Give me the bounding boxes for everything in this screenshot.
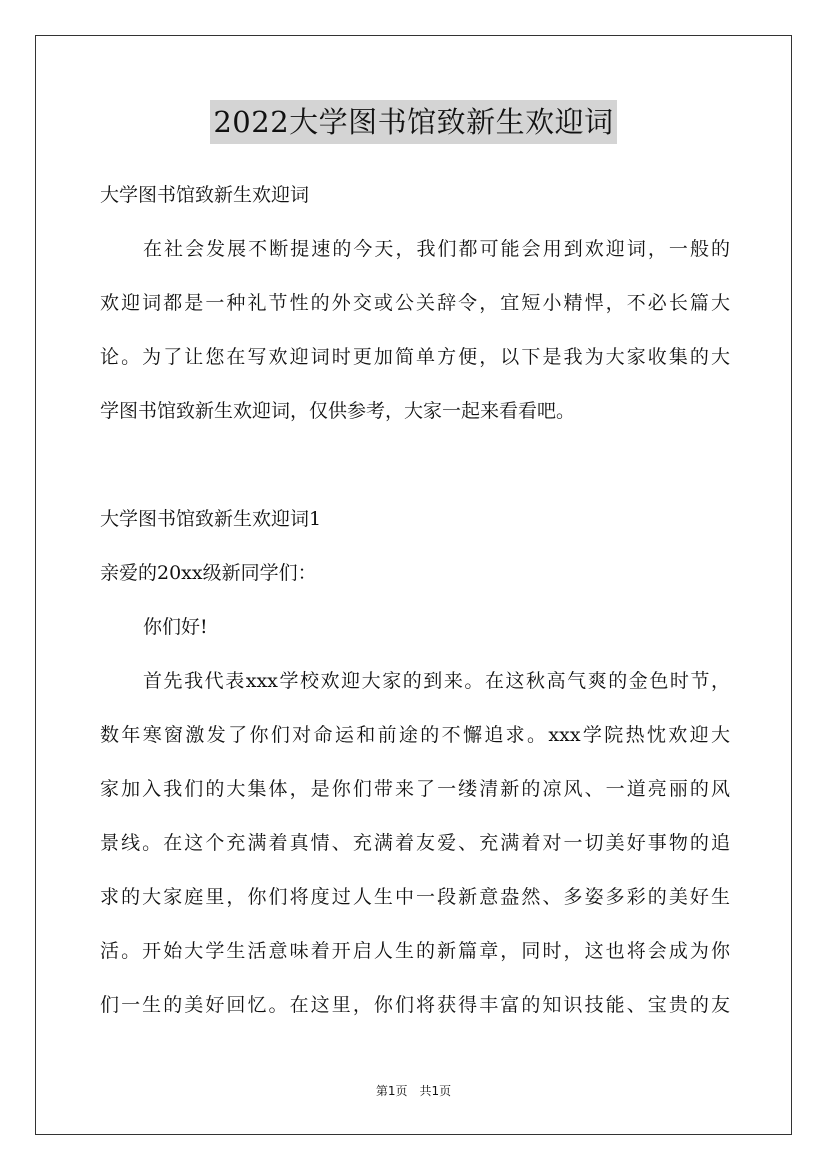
greeting: 你们好! [143,616,208,638]
intro-line-3: 论。为了让您在写欢迎词时更加简单方便，以下是我为大家收集的大 [100,346,730,368]
body-line-2: 数年寒窗激发了你们对命运和前途的不懈追求。xxx学院热忱欢迎大 [100,724,730,746]
document-title: 2022大学图书馆致新生欢迎词 [210,100,616,144]
page-footer: 第1页 共1页 [375,1084,452,1098]
body-line-3: 家加入我们的大集体，是你们带来了一缕清新的凉风、一道亮丽的风 [100,778,730,800]
body-line-5: 求的大家庭里，你们将度过人生中一段新意盎然、多姿多彩的美好生 [100,886,730,908]
body-line-6: 活。开始大学生活意味着开启人生的新篇章，同时，这也将会成为你 [100,940,730,962]
body-line-1: 首先我代表xxx学校欢迎大家的到来。在这秋高气爽的金色时节， [143,670,730,692]
subtitle: 大学图书馆致新生欢迎词 [100,184,310,206]
body-line-4: 景线。在这个充满着真情、充满着友爱、充满着对一切美好事物的追 [100,832,730,854]
intro-line-1: 在社会发展不断提速的今天，我们都可能会用到欢迎词，一般的 [143,238,730,260]
salutation: 亲爱的20xx级新同学们： [100,562,317,584]
title-container [0,100,827,144]
document-body [100,168,730,1032]
intro-line-4: 学图书馆致新生欢迎词，仅供参考，大家一起来看看吧。 [100,400,576,422]
body-line-7: 们一生的美好回忆。在这里，你们将获得丰富的知识技能、宝贵的友 [100,994,730,1016]
section-heading: 大学图书馆致新生欢迎词1 [100,508,322,530]
paragraph-gap [100,438,730,492]
intro-line-2: 欢迎词都是一种礼节性的外交或公关辞令，宜短小精悍，不必长篇大 [100,292,730,314]
